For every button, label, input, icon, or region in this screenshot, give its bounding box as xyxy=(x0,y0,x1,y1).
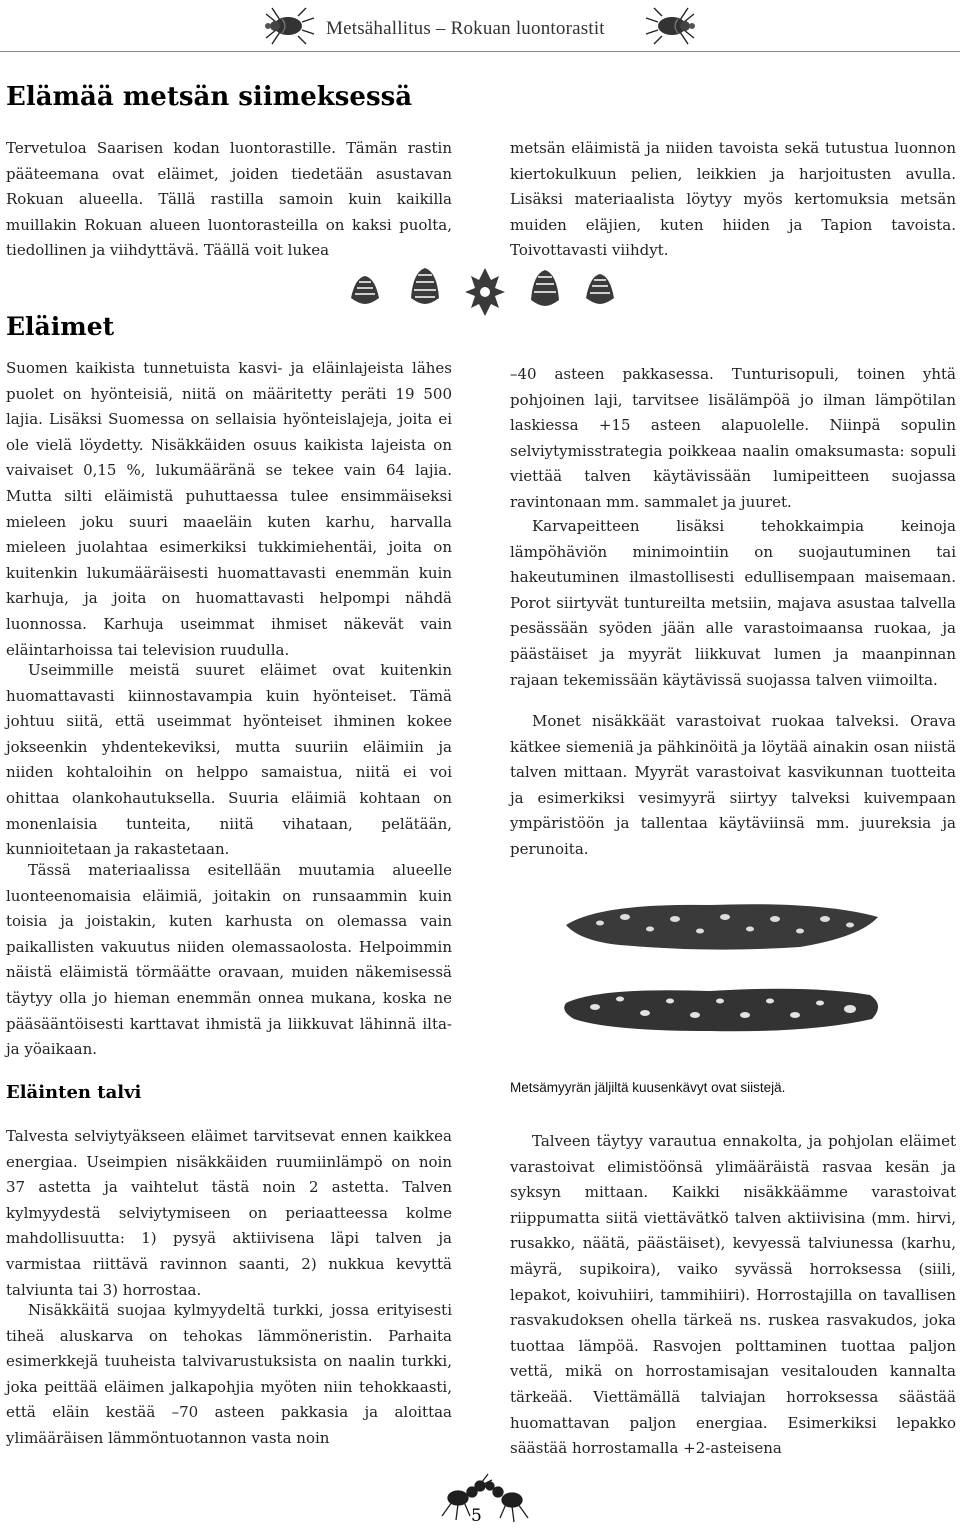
talvi-paragraph-1: Talvesta selviytyäkseen eläimet tarvitsevat ennen kaikkea energiaa. Useimpien nisäkkäiden ruumiinlämpö on noin 37 astetta ja vaihtelut tästä noin 2 astetta. Talven kylmyydestä selviytymiseen on periaatteessa kolme mahdollisuutta: 1) pysyä aktiivisena läpi talven ja varmistaa riittävä ravinnon saanti, 2) nukkua kevyttä talviunta tai 3) horrostaa. xyxy=(6,1127,452,1299)
beetle-icon-right xyxy=(640,2,702,50)
page-title: Elämää metsän siimeksessä xyxy=(6,82,413,112)
header-title: Metsähallitus – Rokuan luontorastit xyxy=(326,18,605,39)
right-paragraph-3: Monet nisäkkäät varastoivat ruokaa talveksi. Orava kätkee siemeniä ja pähkinöitä ja löytää ainakin osan niistä talven mittaan. Myyrät varastoivat kasvikunnan tuotteita ja esimerkiksi vesimyyrä siirtyy talveksi kuivempaan ympäristöön ja tallentaa käytäviinsä mm. juureksia ja perunoita. xyxy=(510,712,956,858)
right-paragraph-4: Talveen täytyy varautua ennakolta, ja pohjolan eläimet varastoivat elimistöönsä ylimääräistä rasvaa kesän ja syksyn mittaan. Kaikki nisäkkäämme varastoivat riippumatta siitä viettävätkö talven aktiivisina (mm. hirvi, rusakko, näätä, päästäiset), kevyessä talviunessa (karhu, mäyrä, supikoira), vaiko syvässä horroksessa (siili, lepakot, koivuhiiri, tammihiiri). Horrostajilla on tavallisen rasvakudoksen ohella tärkeä ns. ruskea rasvakudos, joka tuottaa lämpöä. Rasvojen polttaminen tuottaa paljon vettä, mikä on horrostamisajan vesitalouden kannalta tärkeää. Viettämällä talviajan horroksessa säästää huomattavan paljon energiaa. Esimerkiksi lepakko säästää horrostamalla +2-asteisena xyxy=(510,1132,956,1458)
intro-left-paragraph: Tervetuloa Saarisen kodan luontorastille. Tämän rastin pääteemana ovat eläimet, joiden tiedetään asustavan Rokuan alueella. Tällä rastilla samoin kuin kaikilla muillakin Rokuan alueen luontorasteilla on kaksi puolta, tiedollinen ja viihdyttävä. Täällä voit lukea xyxy=(6,139,452,260)
right-paragraph-2: Karvapeitteen lisäksi tehokkaimpia keinoja lämpöhäviön minimointiin on suojautuminen tai hakeutuminen ilmastollisesti edullisempaan maisemaan. Porot siirtyvät tuntureilta metsiin, majava asustaa talvella pesässään syöden jään alle varastoimaansa ruokaa, ja päästäiset ja myyrät liikkuvat lumen ja maanpinnan rajaan tekemissään käytävissä suojassa talven viimoilta. xyxy=(510,517,956,689)
section-heading-talvi: Eläinten talvi xyxy=(6,1082,142,1103)
page-header xyxy=(0,0,960,60)
right-paragraph-1: –40 asteen pakkasessa. Tunturisopuli, toinen yhtä pohjoinen laji, tarvitsee lisälämpöä jo ilman lämpötilan laskiessa +15 asteen alapuolelle. Niinpä sopulin selviytymisstrategia poikkeaa naalin omaksumasta: sopuli viettää talven käytävissään lumipeitteen suojassa ravintonaan mm. sammalet ja juuret. xyxy=(510,365,956,511)
elaimet-paragraph-3: Tässä materiaalissa esitellään muutamia alueelle luonteenomaisia eläimiä, joitakin on runsaammin kuin toisia ja joistakin, kuten karhusta on olemassa vain paikallisten vakuutus niiden olemassaolosta. Helpoimmin näistä eläimistä törmäätte oravaan, muiden näkemisessä täytyy olla jo hieman enemmän onnea mukana, koska ne pääsääntöisesti karttavat ihmistä ja liikkuvat lähinnä ilta- ja yöaikaan. xyxy=(6,861,452,1059)
ants-illustration xyxy=(430,1458,540,1538)
elaimet-paragraph-2: Useimmille meistä suuret eläimet ovat kuitenkin huomattavasti kiinnostavampia kuin hyönteiset. Tämä johtuu siitä, että useimmat hyönteiset ihminen kokee jokseenkin yhdentekeviksi, mutta suuriin eläimiin ja niiden kohtaloihin on helppo samaistua, niitä ei voi ohittaa olankohautuksella. Suuria eläimiä kohtaan on monenlaisia tunteita, niitä vihataan, pelätään, kunnioitetaan ja rakastetaan. xyxy=(6,661,452,859)
talvi-paragraph-2: Nisäkkäitä suojaa kylmyydeltä turkki, jossa erityisesti tiheä aluskarva on tehokas lämmöneristin. Parhaita esimerkkejä tuuheista talvivarustuksista on naalin turkki, joka peittää eläimen jalkapohjia myöten niin tehokkaasti, että eläin kestää –70 asteen pakkasia ja aloittaa ylimääräisen lämmöntuotannon vasta noin xyxy=(6,1301,452,1447)
intro-right-paragraph: metsän eläimistä ja niiden tavoista sekä tutustua luonnon kiertokulkuun pelien, leikkien ja harjoitusten avulla. Lisäksi materiaalista löytyy myös kertomuksia metsän muiden eläjien, kuten hiiden ja Tapion tavoista. Toivottavasti viihdyt. xyxy=(510,139,956,260)
image-caption: Metsämyyrän jäljiltä kuusenkävyt ovat siistejä. xyxy=(510,1080,786,1095)
beetle-icon-left xyxy=(258,2,320,50)
section-heading-elaimet: Eläimet xyxy=(6,312,115,341)
pine-cone-illustration xyxy=(345,262,625,322)
elaimet-paragraph-1: Suomen kaikista tunnetuista kasvi- ja eläinlajeista lähes puolet on hyönteisiä, niitä on määritetty peräti 19 500 lajia. Lisäksi Suomessa on sellaisia hyönteislajeja, joita ei ole vielä löydetty. Nisäkkäiden osuus kaikista lajeista on vaivaiset 0,15 %, lukumääränä se tekee vain 64 lajia. Mutta silti eläimistä puhuttaessa tulee ensimmäiseksi mieleen joku suuri maaeläin kuten karhu, harvalla mieleen juolahtaa esimerkiksi tukkimiehentäi, joita on kuitenkin lukumääräisesti huomattavasti enemmän kuin karhuja, ja joita on huomattavasti helpompi nähdä luonnossa. Karhuja useimmat ihmiset näkevät vain eläintarhoissa tai television ruudulla. xyxy=(6,359,452,659)
header-divider xyxy=(0,51,960,52)
spruce-cones-illustration xyxy=(560,895,890,1060)
page-number: 5 xyxy=(471,1506,482,1526)
